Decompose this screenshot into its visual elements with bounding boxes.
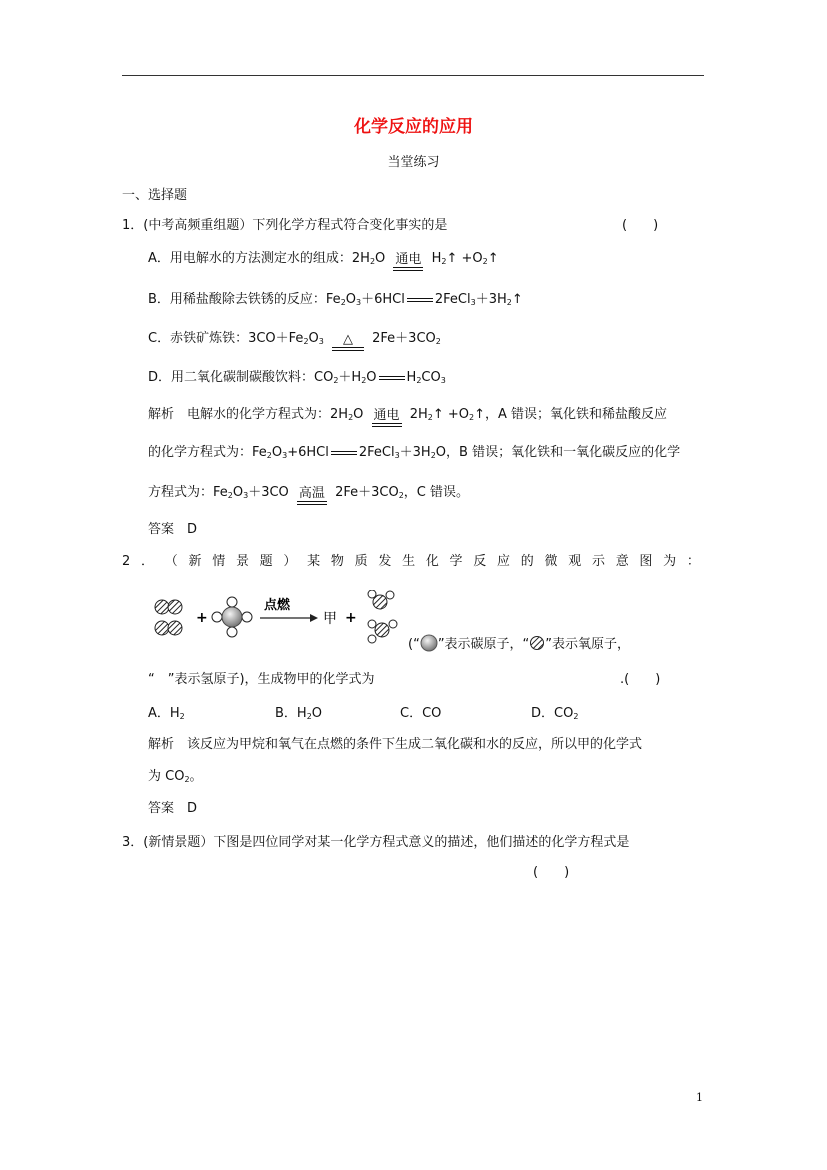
q1-explanation-line1: 解析 电解水的化学方程式为：$2H_2O$ 通电 $2H_2↑$ $+O_2↑$，A 错误；氧化铁和稀盐酸反应: [148, 406, 667, 427]
page-subtitle: 当堂练习: [387, 155, 440, 170]
carbon-atom-icon: [420, 634, 438, 652]
q2-stem: 2 ． （ 新 情 景 题 ） 某 物 质 发 生 化 学 反 应 的 微 观 示 意 图 为 ：: [122, 554, 700, 569]
q2-explanation-line1: 解析 该反应为甲烷和氧气在点燃的条件下生成二氧化碳和水的反应，所以甲的化学式: [148, 737, 643, 752]
q2-option-c: C．CO: [400, 706, 442, 721]
q2-legend-line: (“ ”表示碳原子，“ ”表示氧原子，: [408, 634, 630, 654]
q2-option-d: D．$CO_2$: [531, 706, 579, 721]
plus-sign-2: +: [345, 610, 357, 626]
q3-stem: 3．(新情景题）下图是四位同学对某一化学方程式意义的描述，他们描述的化学方程式是: [122, 835, 630, 850]
q1-option-d: D．用二氧化碳制碳酸饮料：$CO_2+H_2O$ $H_2CO_3$: [148, 370, 446, 385]
q2-legend-line2: “ ”表示氢原子)，生成物甲的化学式为: [148, 672, 375, 687]
section-heading: 一、选择题: [122, 188, 188, 203]
q1-answer: 答案 D: [148, 522, 198, 537]
q3-answer-paren: ( ): [533, 865, 570, 880]
reaction-diagram: [150, 590, 410, 646]
oxygen-molecules-icon: [155, 600, 182, 635]
q1-explanation-line3: 方程式为：$Fe_2O_3+3CO$ 高温 $2Fe+3CO_2$，C 错误。: [148, 484, 469, 505]
water-molecules-icon: [368, 590, 397, 643]
product-jia: 甲: [323, 611, 337, 627]
q1-option-a: A．用电解水的方法测定水的组成：$2H_2O$ 通电 $H_2↑$ $+O_2↑$: [148, 250, 499, 271]
oxygen-atom-icon: [529, 635, 545, 651]
q2-option-b: B．$H_2O$: [275, 706, 323, 721]
q2-answer-paren: .( ): [620, 672, 661, 687]
q1-option-c: C．赤铁矿炼铁：$3CO+Fe_2O_3$ △ $2Fe+3CO_2$: [148, 330, 441, 351]
q1-option-b: B．用稀盐酸除去铁锈的反应：$Fe_2O_3+6HCl$ $2FeCl_3+3H_2↑$: [148, 292, 523, 307]
q2-answer: 答案 D: [148, 801, 198, 816]
page-title: 化学反应的应用: [354, 117, 473, 137]
q1-answer-paren: ( ): [622, 218, 659, 233]
q1-stem: 1．(中考高频重组题）下列化学方程式符合变化事实的是: [122, 218, 448, 233]
q2-option-a: A．$H_2$: [148, 706, 185, 721]
header-rule: [122, 75, 704, 76]
page-number: 1: [696, 1091, 703, 1104]
q2-explanation-line2: 为 $CO_2$。: [148, 769, 203, 784]
methane-molecule-icon: [212, 597, 252, 637]
plus-sign-1: +: [196, 610, 208, 626]
q1-explanation-line2: 的化学方程式为：$Fe_2O_3+6HCl$ $2FeCl_3+3H_2O$，B 错误；氧化铁和一氧化碳反应的化学: [148, 445, 681, 460]
arrow-condition-label: 点燃: [264, 598, 291, 613]
